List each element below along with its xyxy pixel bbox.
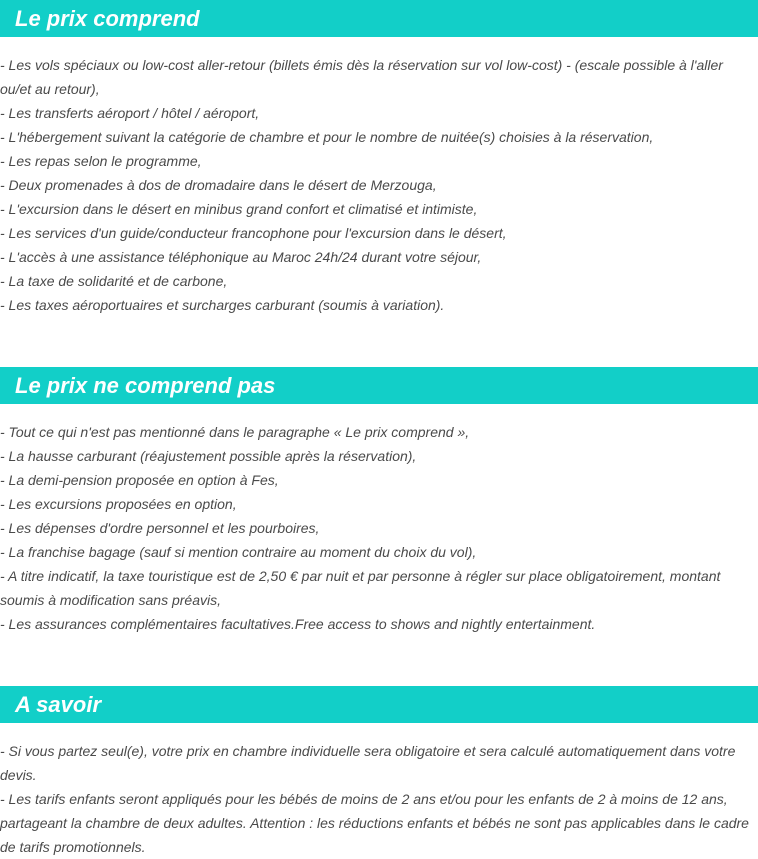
section-price-excludes [0, 367, 758, 636]
list-item: - Les dépenses d'ordre personnel et les pourboires, [0, 520, 320, 536]
list-item: - La hausse carburant (réajustement possible après la réservation), [0, 448, 417, 464]
list-item: - Les tarifs enfants seront appliqués pour les bébés de moins de 2 ans et/ou pour les enfants de 2 à moins de 12 ans, partageant la chambre de deux adultes. Attention : les réductions enfants et bébés ne sont pas applicables dans le cadre de tarifs promotionnels. [0, 791, 749, 855]
section-list [0, 37, 758, 317]
list-item: - La demi-pension proposée en option à Fes, [0, 472, 279, 488]
list-item: - Deux promenades à dos de dromadaire dans le désert de Merzouga, [0, 177, 437, 193]
list-item: - L'accès à une assistance téléphonique au Maroc 24h/24 durant votre séjour, [0, 249, 482, 265]
list-item: - La taxe de solidarité et de carbone, [0, 273, 228, 289]
list-item: - Tout ce qui n'est pas mentionné dans le paragraphe « Le prix comprend », [0, 424, 470, 440]
list-item: - Les transferts aéroport / hôtel / aéroport, [0, 105, 260, 121]
list-item: - Les assurances complémentaires facultatives.Free access to shows and nightly entertainment. [0, 616, 596, 632]
list-item: - L'hébergement suivant la catégorie de chambre et pour le nombre de nuitée(s) choisies à la réservation, [0, 129, 654, 145]
list-item: - Les repas selon le programme, [0, 153, 202, 169]
section-good-to-know [0, 686, 758, 859]
list-item: - L'excursion dans le désert en minibus grand confort et climatisé et intimiste, [0, 201, 478, 217]
list-item: - Les services d'un guide/conducteur francophone pour l'excursion dans le désert, [0, 225, 507, 241]
list-item: - Les taxes aéroportuaires et surcharges carburant (soumis à variation). [0, 297, 445, 313]
list-item: - Les vols spéciaux ou low-cost aller-retour (billets émis dès la réservation sur vol low-cost) - (escale possible à l'aller ou/et au retour), [0, 57, 723, 97]
section-title: Le prix ne comprend pas [0, 367, 758, 404]
section-list [0, 723, 758, 859]
list-item: - Les excursions proposées en option, [0, 496, 237, 512]
section-title: Le prix comprend [0, 0, 758, 37]
list-item: - Si vous partez seul(e), votre prix en chambre individuelle sera obligatoire et sera calculé automatiquement dans votre devis. [0, 743, 736, 783]
list-item: - A titre indicatif, la taxe touristique est de 2,50 € par nuit et par personne à régler sur place obligatoirement, montant soumis à modification sans préavis, [0, 568, 721, 608]
list-item: - La franchise bagage (sauf si mention contraire au moment du choix du vol), [0, 544, 477, 560]
section-title: A savoir [0, 686, 758, 723]
section-list [0, 404, 758, 636]
section-price-includes [0, 0, 758, 317]
